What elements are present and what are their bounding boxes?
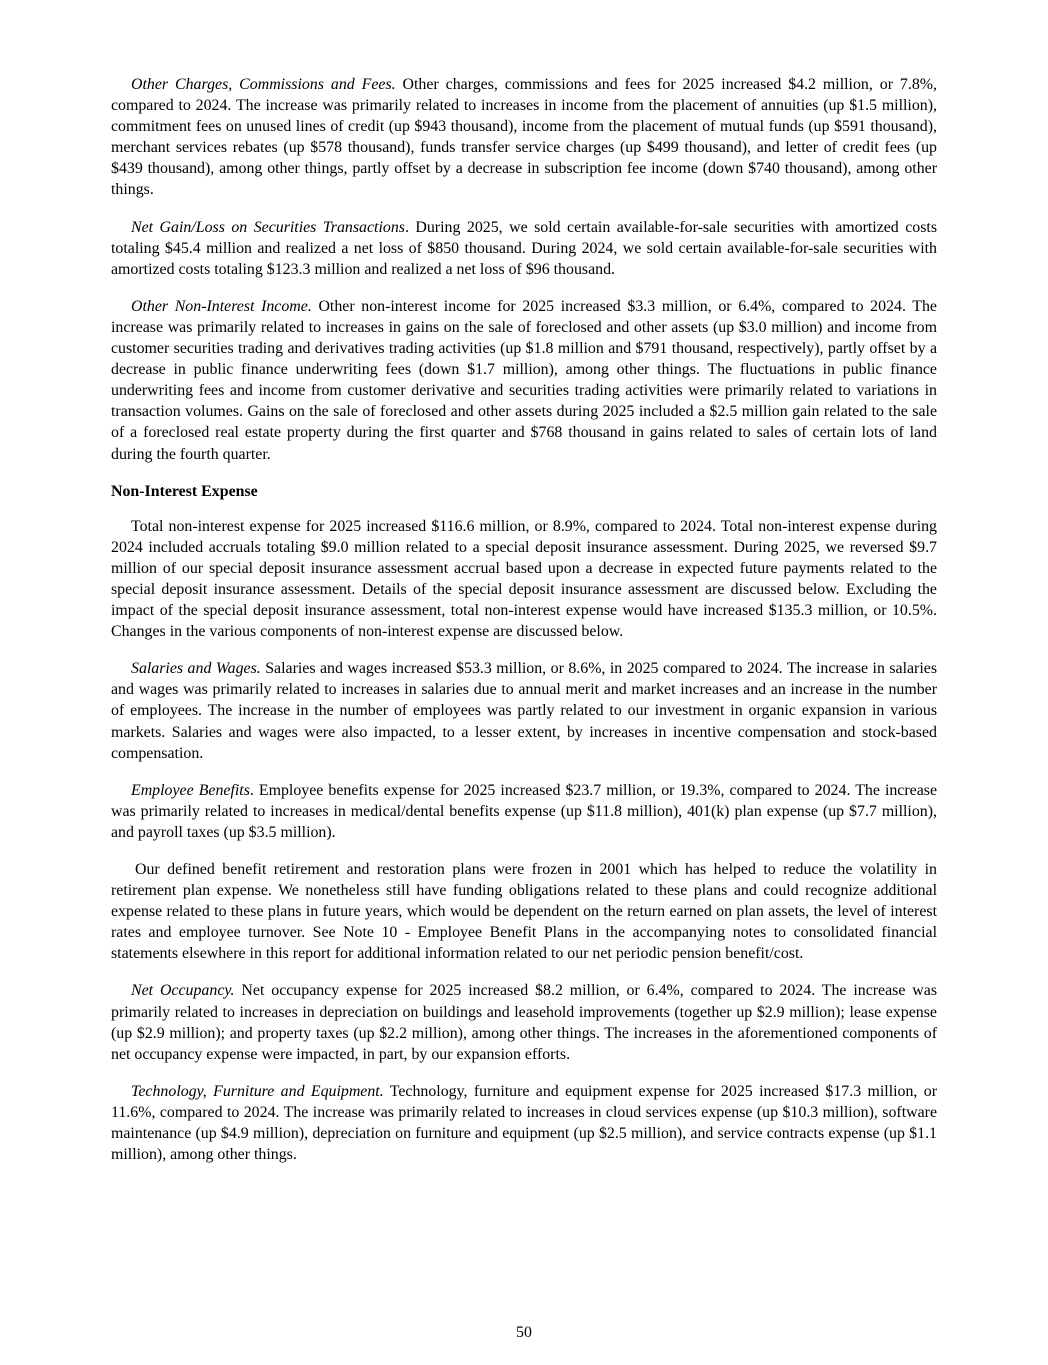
paragraph-lead: Employee Benefits [131, 781, 250, 799]
paragraph-salaries-and-wages [111, 658, 937, 763]
paragraph-text: . During 2025, we sold certain available-for-sale securities with amortized costs totaling $45.4 million and realized a net loss of $850 thousand. During 2024, we sold certain available-for-sale securities with amortized costs totaling $123.3 million and realized a net loss of $96 thousand. [111, 218, 937, 278]
paragraph-other-non-interest-income [111, 296, 937, 465]
paragraph-text: Net occupancy expense for 2025 increased $8.2 million, or 6.4%, compared to 2024. The increase was primarily related to increases in depreciation on buildings and leasehold improvements (together up $2.9 million); lease expense (up $2.9 million); and property taxes (up $2.2 million), among other things. The increases in the aforementioned components of net occupancy expense were impacted, in part, by our expansion efforts. [111, 982, 938, 1063]
paragraph-other-charges [111, 74, 937, 201]
paragraph-lead: Salaries and Wages. [131, 660, 261, 678]
document-body [111, 74, 937, 1181]
paragraph-text: Salaries and wages increased $53.3 million, or 8.6%, in 2025 compared to 2024. The increase in salaries and wages was primarily related to increases in salaries due to annual merit and market increases and an increase in the number of employees. The increase in the number of employees was partly related to our investment in organic expansion in various markets. Salaries and wages were also impacted, to a lesser extent, by increases in incentive compensation and stock-based compensation. [111, 660, 938, 762]
paragraph-text: . Employee benefits expense for 2025 increased $23.7 million, or 19.3%, compared to 2024. The increase was primarily related to increases in medical/dental benefits expense (up $11.8 million), 401(k) plan expense (up $7.7 million), and payroll taxes (up $3.5 million). [111, 781, 937, 841]
paragraph-technology-furniture-equipment [111, 1081, 937, 1165]
paragraph-text: Technology, furniture and equipment expense for 2025 increased $17.3 million, or 11.6%, compared to 2024. The increase was primarily related to increases in cloud services expense (up $10.3 million), software maintenance (up $4.9 million), depreciation on furniture and equipment (up $2.5 million), and service contracts expense (up $1.1 million), among other things. [111, 1082, 937, 1164]
paragraph-lead: Technology, Furniture and Equipment. [131, 1082, 384, 1100]
paragraph-text: Other non-interest income for 2025 increased $3.3 million, or 6.4%, compared to 2024. The increase was primarily related to increases in gains on the sale of foreclosed and other assets (up $3.0 million) and income from customer securities trading and derivatives trading activities (up $1.8 million and $791 thousand, respectively), partly offset by a decrease in public finance underwriting fees (down $1.7 million), among other things. The fluctuations in public finance underwriting fees and income from customer derivative and securities trading activities were primarily related to variations in transaction volumes. Gains on the sale of foreclosed and other assets during 2025 included a $2.5 million gain related to the sale of a foreclosed real estate property during the first quarter and $768 thousand in gains related to sales of certain lots of land during the fourth quarter. [111, 297, 937, 463]
paragraph-lead: Net Occupancy. [131, 982, 235, 1000]
paragraph-text: Our defined benefit retirement and restoration plans were frozen in 2001 which has helped to reduce the volatility in retirement plan expense. We nonetheless still have funding obligations related to these plans and could recognize additional expense related to these plans in future years, which would be dependent on the return earned on plan assets, the level of interest rates and employee turnover. See Note 10 - Employee Benefit Plans in the accompanying notes to consolidated financial statements elsewhere in this report for additional information related to our net periodic pension benefit/cost. [111, 861, 937, 963]
paragraph-lead: Net Gain/Loss on Securities Transactions [131, 218, 405, 236]
page-number: 50 [516, 1324, 532, 1341]
paragraph-lead: Other Charges, Commissions and Fees. [131, 76, 396, 93]
paragraph-retirement-plans [111, 859, 937, 964]
paragraph-total-non-interest-expense [111, 516, 937, 643]
paragraph-text: Other charges, commissions and fees for 2025 increased $4.2 million, or 7.8%, compared to 2024. The increase was primarily related to increases in income from the placement of annuities (up $1.5 million), commitment fees on unused lines of credit (up $943 thousand), income from the placement of mutual funds (up $591 thousand), merchant services rebates (up $578 thousand), funds transfer service charges (up $499 thousand), and letter of credit fees (up $439 thousand), among other things, partly offset by a decrease in subscription fee income (down $740 thousand), among other things. [111, 76, 937, 199]
paragraph-lead: Other Non-Interest Income. [131, 297, 312, 315]
paragraph-net-occupancy [111, 980, 937, 1064]
section-heading-non-interest-expense: Non-Interest Expense [111, 482, 258, 500]
paragraph-employee-benefits [111, 780, 937, 843]
paragraph-securities-transactions [111, 217, 937, 280]
paragraph-text: Total non-interest expense for 2025 increased $116.6 million, or 8.9%, compared to 2024. Total non-interest expense during 2024 included accruals totaling $9.0 million related to a special deposit insurance assessment. During 2025, we reversed $9.7 million of our special deposit insurance assessment accrual based upon a decrease in expected future payments related to the special deposit insurance assessment. Details of the special deposit insurance assessment are discussed below. Excluding the impact of the special deposit insurance assessment, total non-interest expense would have increased $135.3 million, or 10.5%. Changes in the various components of non-interest expense are discussed below. [111, 517, 937, 641]
